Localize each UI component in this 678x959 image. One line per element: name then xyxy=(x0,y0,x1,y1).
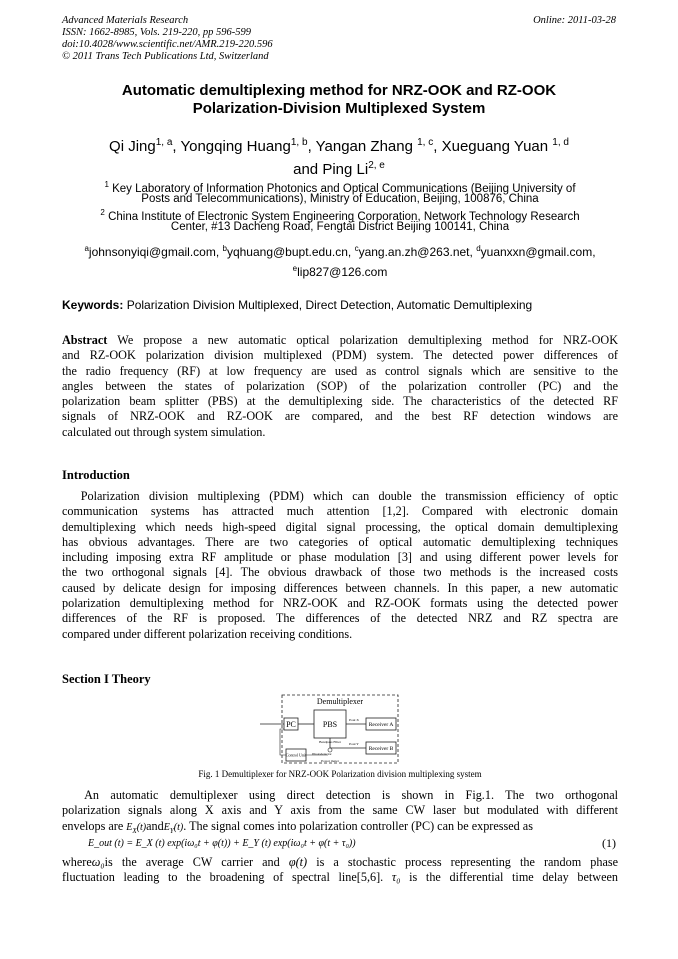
email-sup: d xyxy=(476,244,481,253)
issn-line: ISSN: 1662-8985, Vols. 219-220, pp 596-599 xyxy=(62,27,251,38)
email-sup: b xyxy=(222,244,227,253)
section1-text: where xyxy=(62,855,92,869)
online-date: Online: 2011-03-28 xyxy=(533,15,616,26)
intro-line: has obvious advantages. There are two categories of optical automatic demultiplexing techniques xyxy=(62,534,618,549)
intro-line: communication systems has attracted much attention [1,2]. Compared with electronic domain xyxy=(62,504,618,519)
section1-text: is the average CW carrier and xyxy=(104,855,280,869)
section1-text: envelops are xyxy=(62,818,127,833)
section1-heading: Section I Theory xyxy=(62,672,151,686)
pout-y-label: Pout Y xyxy=(349,742,359,746)
section1-text: is the differential time delay between xyxy=(409,870,619,885)
doi-line: doi:10.4028/www.scientific.net/AMR.219-220.596 xyxy=(62,39,273,50)
email-address: lip827@126.com xyxy=(297,265,388,279)
section1-body xyxy=(62,788,618,839)
author-sup: 1, c xyxy=(417,137,434,148)
abstract-line: calculated out through system simulation. xyxy=(62,424,266,439)
photodetector-label: Photodetector xyxy=(312,752,332,756)
abstract-line: signals of NRZ-OOK and RZ-OOK are compared, and the best RF detection windows are xyxy=(62,409,618,424)
feedback-line xyxy=(280,729,286,755)
email-address: yqhuang@bupt.edu.cn, xyxy=(226,245,355,259)
author-sup: 1, d xyxy=(552,137,569,148)
email-sup: a xyxy=(84,244,89,253)
email-list-line2 xyxy=(62,262,618,280)
author-name: Qi Jing xyxy=(109,138,156,155)
author-name: Yongqing Huang xyxy=(180,138,291,155)
email-sup: c xyxy=(354,244,359,253)
pc-label: PC xyxy=(286,720,296,729)
ey-letter: E xyxy=(163,821,170,833)
author-separator: , xyxy=(172,138,181,155)
paper-title-line1: Automatic demultiplexing method for NRZ-OOK and RZ-OOK xyxy=(121,82,557,99)
omega0-symbol: ω₀ xyxy=(91,855,105,869)
intro-line: compared under different polarization receiving conditions. xyxy=(62,626,353,641)
ex-subscript: X xyxy=(132,826,137,835)
email-address: yang.an.zh@263.net, xyxy=(358,245,477,259)
affiliation-text: Key Laboratory of Information Photonics and Optical Communications (Beijing University of xyxy=(112,182,576,195)
keywords-text: Polarization Division Multiplexed, Direct Detection, Automatic Demultiplexing xyxy=(123,298,533,312)
section1-text: and xyxy=(146,818,164,833)
pout-x-label: Pout X xyxy=(349,718,359,722)
author-separator: , xyxy=(433,138,442,155)
section1-para2 xyxy=(62,855,618,886)
receiver-b-label: Receiver B xyxy=(368,746,394,752)
section1-para2-line xyxy=(62,855,618,870)
copyright-line: © 2011 Trans Tech Publications Ltd, Switzerland xyxy=(62,51,269,62)
intro-line: polarization demultiplexing method for NRZ-OOK and RZ-OOK formats using the detected power xyxy=(62,596,618,611)
affiliation-2-line2: Center, #13 Dacheng Road, Fengtai District Beijing 100141, China xyxy=(170,221,510,233)
abstract-line: the radio frequency (RF) at low frequency are used as control signals which are sensitive to the xyxy=(62,363,618,378)
affiliation-number: 1 xyxy=(104,180,109,189)
author-sup: 2, e xyxy=(368,160,385,171)
section1-text: fluctuation leading to the broadening of spectral line[5,6]. xyxy=(62,870,384,885)
intro-line: including imposing extra RF amplitude or phase modulation [3] and using different power levels for xyxy=(62,550,618,565)
section1-para2-line xyxy=(62,870,618,885)
abstract-line: polarization beam splitter (PBS) at the demultiplexing side. The characteristics of the detected RF xyxy=(62,394,618,409)
author-list xyxy=(60,132,618,157)
author-separator: , xyxy=(307,138,316,155)
abstract xyxy=(62,333,618,440)
intro-line: demultiplexing which needs high-speed digital signal processing, the optical domain demultiplexing xyxy=(62,519,618,534)
section1-line: An automatic demultiplexer using direct detection is shown in Fig.1. The two orthogonal xyxy=(62,788,618,802)
receiver-a-label: Receiver A xyxy=(368,722,394,728)
intro-line: Polarization division multiplexing (PDM) which can double the transmission efficiency of optic xyxy=(62,489,618,503)
abstract-line: angles between the states of polarization (SOP) of the polarization controller (PC) and the xyxy=(62,378,618,393)
ex-letter: E xyxy=(126,821,133,833)
ex-symbol xyxy=(126,822,146,833)
section1-line: polarization signals along X axis and Y axis from the same CW laser but modulated with different xyxy=(62,803,618,818)
pbs-label: PBS xyxy=(322,720,338,729)
email-address: yuanxxn@gmail.com, xyxy=(480,245,596,259)
ey-arg: (t) xyxy=(173,821,184,833)
intro-line: differences of the RF is proposed. The differences of the detected NRZ and RZ spectra are xyxy=(62,611,618,626)
demultiplexer-diagram xyxy=(258,693,418,767)
keywords-label: Keywords: xyxy=(62,298,124,312)
power-meter-label: Power meter xyxy=(321,759,339,763)
equation-1: E_out (t) = E_X (t) exp(iω₀t + φ(t)) + E_Y (t) exp(iω₀t + φ(t + τ₀)) xyxy=(88,838,356,849)
intro-line: caused by delicate design for imposing differences between channels. In this paper, a new automatic xyxy=(62,580,618,595)
control-unit-label: Control Unit xyxy=(285,752,307,758)
email-address: johnsonyiqi@gmail.com, xyxy=(88,245,223,259)
bandpass-filter-label: Bandpass Filter xyxy=(319,740,341,744)
email-list xyxy=(62,242,618,260)
paper-title-line2: Polarization-Division Multiplexed System xyxy=(192,100,486,117)
ex-arg: (t) xyxy=(136,821,147,833)
abstract-line: and RZ-OOK polarization division multiplexed (PDM) system. The detected power differences of xyxy=(62,348,618,363)
figure-caption: Fig. 1 Demultiplexer for NRZ-OOK Polarization division multiplexing system xyxy=(198,769,482,779)
abstract-text: We propose a new automatic optical polarization demultiplexing method for NRZ-OOK xyxy=(107,333,618,347)
keywords xyxy=(62,298,618,313)
affiliation-1-line2: Posts and Telecommunications), Ministry of Education, Beijing, 100876, China xyxy=(141,193,539,205)
author-name: Yangan Zhang xyxy=(315,138,418,155)
intro-line: the two orthogonal signals [4]. The obvious drawback of those two methods is the increased costs xyxy=(62,565,618,580)
affiliation-text: China Institute of Electronic System Engineering Corporation, Network Technology Research xyxy=(108,210,580,223)
ey-symbol xyxy=(164,822,183,833)
abstract-line xyxy=(62,333,618,348)
section1-text: . The signal comes into polarization controller (PC) can be expressed as xyxy=(183,818,533,833)
email-sup: e xyxy=(292,264,298,273)
author-name: Xueguang Yuan xyxy=(441,138,553,155)
ey-subscript: Y xyxy=(169,826,174,835)
phi-symbol: φ(t) xyxy=(288,855,308,869)
author-sup: 1, a xyxy=(155,137,173,148)
section1-text: is a stochastic process representing the random phase xyxy=(316,855,619,869)
journal-name: Advanced Materials Research xyxy=(62,15,189,26)
author-name: and Ping Li xyxy=(293,161,369,178)
abstract-label: Abstract xyxy=(62,333,108,347)
demultiplexer-title: Demultiplexer xyxy=(316,697,364,706)
introduction-heading: Introduction xyxy=(62,468,130,482)
section1-line xyxy=(62,819,618,839)
author-sup: 1, b xyxy=(290,137,308,148)
affiliation-number: 2 xyxy=(100,208,105,217)
author-list-line2 xyxy=(60,155,618,180)
tau0-symbol: τ₀ xyxy=(391,870,401,885)
introduction-body xyxy=(62,489,618,642)
equation-number: (1) xyxy=(602,836,616,850)
